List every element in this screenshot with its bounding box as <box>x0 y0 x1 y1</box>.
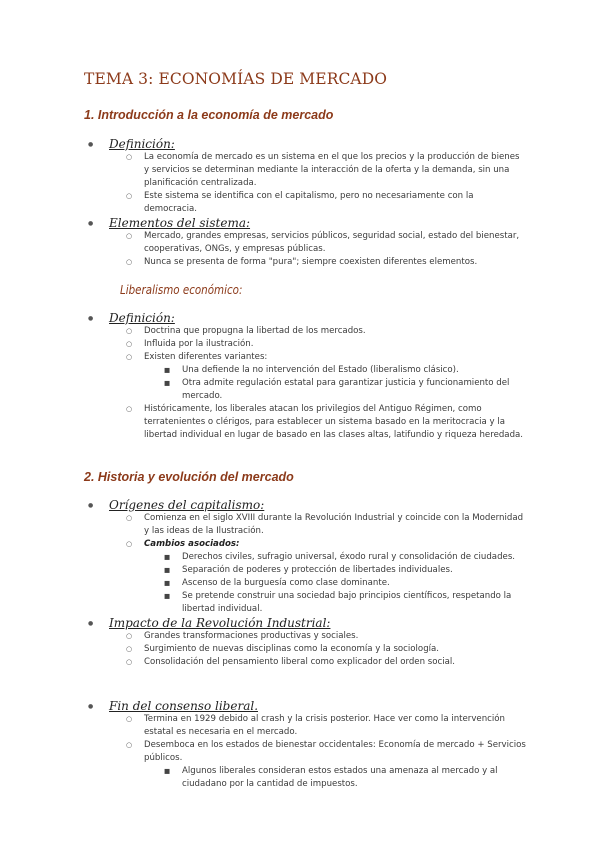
list-item: ■ Se pretende construir una sociedad bajo principios científicos, respetando la libertad individual. <box>86 590 526 616</box>
definicion-label: Definición: <box>109 137 175 151</box>
section-1-list <box>86 137 526 269</box>
list-item: ■ Algunos liberales consideran estos estados una amenaza al mercado y al ciudadano por la cantidad de impuestos. <box>86 765 526 791</box>
list-item: ○ Existen diferentes variantes: <box>86 351 526 364</box>
list-item <box>86 311 526 325</box>
list-item: ○ Influida por la ilustración. <box>86 338 526 351</box>
section-2-list <box>86 498 526 669</box>
origenes-label: Orígenes del capitalismo: <box>109 498 265 512</box>
list-item: ○ Históricamente, los liberales atacan los privilegios del Antiguo Régimen, como terratenientes o clérigos, para establecer un sistema basado en la meritocracia y la libertad individual en lugar de basado en las clases altas, latifundio y riqueza heredada. <box>86 403 526 442</box>
elementos-label: Elementos del sistema: <box>109 216 251 230</box>
section-1-heading: 1. Introducción a la economía de mercado <box>84 108 334 122</box>
list-item <box>86 538 526 551</box>
list-item <box>86 137 526 151</box>
list-item <box>86 616 526 630</box>
list-item: ■ Ascenso de la burguesía como clase dominante. <box>86 577 526 590</box>
list-item: ○ Doctrina que propugna la libertad de los mercados. <box>86 325 526 338</box>
section-2-heading: 2. Historia y evolución del mercado <box>84 470 294 484</box>
list-item: ○ Surgimiento de nuevas disciplinas como la economía y la sociología. <box>86 643 526 656</box>
list-item: ■ Separación de poderes y protección de libertades individuales. <box>86 564 526 577</box>
impacto-label: Impacto de la Revolución Industrial: <box>109 616 331 630</box>
cambios-label: Cambios asociados: <box>144 539 240 549</box>
list-item <box>86 216 526 230</box>
liberalismo-heading: Liberalismo económico: <box>120 283 243 297</box>
list-item <box>86 498 526 512</box>
fin-consenso-list <box>86 699 526 791</box>
list-item: ○ La economía de mercado es un sistema en el que los precios y la producción de bienes y servicios se determinan mediante la interacción de la oferta y la demanda, sin una planificación centralizada. <box>86 151 526 190</box>
page-title: TEMA 3: ECONOMÍAS DE MERCADO <box>84 70 388 88</box>
liberalismo-list <box>86 311 526 442</box>
list-item: ■ Otra admite regulación estatal para garantizar justicia y funcionamiento del mercado. <box>86 377 526 403</box>
list-item: ○ Este sistema se identifica con el capitalismo, pero no necesariamente con la democracia. <box>86 190 526 216</box>
definicion-liberalismo-label: Definición: <box>109 311 175 325</box>
fin-consenso-label: Fin del consenso liberal. <box>109 699 259 713</box>
list-item: ○ Consolidación del pensamiento liberal como explicador del orden social. <box>86 656 526 669</box>
list-item: ○ Mercado, grandes empresas, servicios públicos, seguridad social, estado del bienestar, cooperativas, ONGs, y empresas públicas. <box>86 230 526 256</box>
list-item <box>86 699 526 713</box>
list-item: ○ Grandes transformaciones productivas y sociales. <box>86 630 526 643</box>
list-item: ○ Termina en 1929 debido al crash y la crisis posterior. Hace ver como la intervención estatal es necesaria en el mercado. <box>86 713 526 739</box>
list-item: ○ Comienza en el siglo XVIII durante la Revolución Industrial y coincide con la Modernidad y las ideas de la Ilustración. <box>86 512 526 538</box>
list-item: ■ Derechos civiles, sufragio universal, éxodo rural y consolidación de ciudades. <box>86 551 526 564</box>
list-item: ■ Una defiende la no intervención del Estado (liberalismo clásico). <box>86 364 526 377</box>
list-item: ○ Desemboca en los estados de bienestar occidentales: Economía de mercado + Servicios públicos. <box>86 739 526 765</box>
list-item: ○ Nunca se presenta de forma "pura"; siempre coexisten diferentes elementos. <box>86 256 526 269</box>
